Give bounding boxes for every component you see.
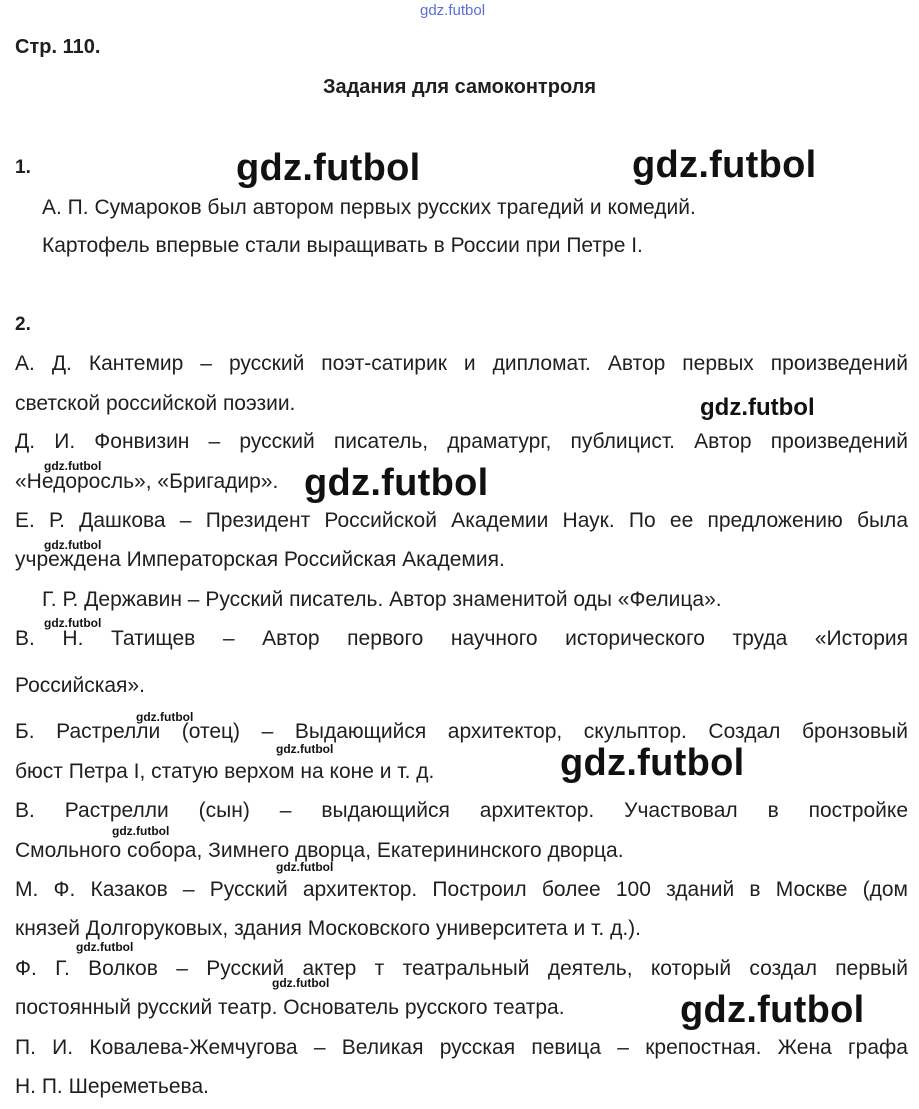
task2-line: Е. Р. Дашкова – Президент Российской Академии Наук. По ее предложению была <box>15 509 908 532</box>
task2-line: светской российской поэзии. <box>15 392 296 415</box>
watermark: gdz.futbol <box>304 462 489 504</box>
section-heading: Задания для самоконтроля <box>322 76 597 98</box>
task2-line: В. Н. Татищев – Автор первого научного исторического труда «История <box>15 627 908 650</box>
task1-line: Картофель впервые стали выращивать в России при Петре I. <box>42 234 643 257</box>
watermark: gdz.futbol <box>44 616 102 630</box>
watermark: gdz.futbol <box>276 860 334 874</box>
task2-line: Ф. Г. Волков – Русский актер т театральный деятель, который создал первый <box>15 957 908 980</box>
watermark: gdz.futbol <box>236 147 421 189</box>
top-watermark: gdz.futbol <box>420 2 486 19</box>
watermark: gdz.futbol <box>136 710 194 724</box>
task2-line: князей Долгоруковых, здания Московского университета и т. д.). <box>15 917 641 940</box>
task2-line: А. Д. Кантемир – русский поэт-сатирик и дипломат. Автор первых произведений <box>15 352 908 375</box>
task2-line: М. Ф. Казаков – Русский архитектор. Построил более 100 зданий в Москве (дом <box>15 878 908 901</box>
task2-line: Российская». <box>15 674 145 697</box>
task1-line: А. П. Сумароков был автором первых русских трагедий и комедий. <box>42 196 696 219</box>
watermark: gdz.futbol <box>44 538 102 552</box>
task2-line: бюст Петра I, статую верхом на коне и т. д. <box>15 760 435 783</box>
watermark: gdz.futbol <box>272 976 330 990</box>
watermark: gdz.futbol <box>44 459 102 473</box>
task2-line: П. И. Ковалева-Жемчугова – Великая русская певица – крепостная. Жена графа <box>15 1036 908 1059</box>
task2-line: постоянный русский театр. Основатель русского театра. <box>15 996 565 1019</box>
task2-line: «Недоросль», «Бригадир». <box>15 470 279 493</box>
task2-line: Смольного собора, Зимнего дворца, Екатерининского дворца. <box>15 839 624 862</box>
watermark: gdz.futbol <box>112 824 170 838</box>
watermark: gdz.futbol <box>700 394 815 421</box>
watermark: gdz.futbol <box>76 940 134 954</box>
task2-line: Г. Р. Державин – Русский писатель. Автор знаменитой оды «Фелица». <box>42 588 722 611</box>
watermark: gdz.futbol <box>560 742 745 784</box>
watermark: gdz.futbol <box>680 989 865 1031</box>
task2-line: Д. И. Фонвизин – русский писатель, драматург, публицист. Автор произведений <box>15 430 908 453</box>
task2-line: учреждена Императорская Российская Академия. <box>15 548 505 571</box>
task2-line: Н. П. Шереметьева. <box>15 1075 209 1098</box>
watermark: gdz.futbol <box>276 742 334 756</box>
task-number-1: 1. <box>15 157 31 178</box>
watermark: gdz.futbol <box>632 144 817 186</box>
page-label: Стр. 110. <box>15 36 101 58</box>
task-number-2: 2. <box>15 314 31 335</box>
task2-line: В. Растрелли (сын) – выдающийся архитектор. Участвовал в постройке <box>15 799 908 822</box>
task2-line: Б. Растрелли (отец) – Выдающийся архитектор, скульптор. Создал бронзовый <box>15 720 908 743</box>
